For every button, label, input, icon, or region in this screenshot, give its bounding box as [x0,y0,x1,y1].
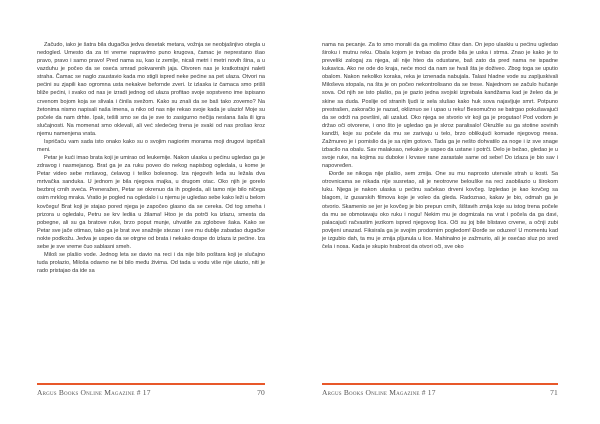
right-page-number: 71 [550,388,558,397]
right-footer-magazine: Argus Books Online Magazine # 17 [322,388,436,397]
left-page-number: 70 [257,388,265,397]
left-paragraph-2: Ispričaću vam sada isto onako kako su o svojim nagiorim morama moji drugovi ispričali meni. [37,138,265,154]
left-footer-magazine: Argus Books Online Magazine # 17 [37,388,151,397]
left-paragraph-4: Miloš se plašio vode. Jednog leta se davio na reci i da nije bilo poštara koji je slučajno tuda prolazio, Miloša odavno ne bi bilo među živima. Od tada u vodu više nije ulazio, niti je rado pristajao da ide sa [37,252,265,275]
left-footer [37,388,265,398]
right-page [300,0,600,424]
left-paragraph-3: Petar je kući imao brata koji je umirao od leukemije. Nakon ulaska u pećinu ugledao ga je zdravog i nasmejanog. Brat ga je za ruku poveo do nekog napisbog ogledala, u kome je Petar video sebe mršavog, ćelavog i teško bolesnog. Iza njegovih leđa su ležala dva mrtvačka sanduka. U jednom je bila njegova majka, u drugom otac. Oko njih je gorelo bezbroj crnih sveća. Preneražen, Petar se okrenuo da ih pogleda, ali tamo nije bilo ničega osim mrklog mraka. Vratio je pogled na ogledalo i u njemu je ugledao sebe kako leži u belom kovčegu! Brat koji je stajao pored njega je započeo glasno da se cereka. Od tog smeha i prizora u ogledalu, Petru se krv lediia u žilama! Htoo je da potrči ka izlazu, smesta da pobegne, ali su ga bratove ruke, brzo poput munje, uhvatile za zglobove šaka. Kako se Petar sve jače otimao, tako ga je brat sve snažnije stezao i sve mu dublje zabadao dugačke nokte podkožu. Jedva je uspeo da se otrgne od brata i nekako dospe do izlaza iz pećine. Iza sebe je sve vreme čuo sablasni smeh. [37,155,265,250]
right-paragraph-2: Đorđe se nikoga nije plašio, sem zmija. One su mu naprosto utervale strah u kosti. Sa otrovnicama se nikada nije susretao, ali je neotrovne belouške na reci zaobilazio u širokom luku. Njega je nakon ulaska u pećinu sačekao drveni kovčeg. Izgledao je kao kovčeg sa blagom, iz gusarskih filmova koje je voleo da gleda. Radoznao, kakav je bio, odmah ga je otvorio. Skamenio se jer je kovčeg je bio prepun crnih, šištavih zmija koje su istog trena počele da mu se obmotavaju oko ruku i nogu! Nekim mu je dogmizala na vrat i počela da ga davi, palacajući račvastim jezikom ispred njegovog lica. Oči su joj bile blistavo crvene, a očnji zubi povijeni unazad. Fiksirala ga je svojim prodornim pogledom! Đorđe se oduzeo! U momentu kad je izgubio dah, ta mu je zmija pljunula u lice. Mahinalno je zažmurio, ali je osećao sluz po sred čela i nosa. Kada je skupio hrabrost da otvori oči, sve oko [322,171,558,250]
right-footer [322,388,558,398]
left-page-body [37,41,265,275]
right-paragraph-1: nama na pecanje. Za to smo moralii da ga molimo čitav dan. On jepo ulaskiu u pećinu ugledao široku i mutnu reku. Obala kojom je trebao da prođe bila je uska i strma. Znao je kako je to preveliki zalogaj za njega, ali nije hteo da odustane, baš zato da pred nama ne ispadne kukavica. Ako ne ode do kraja, neće moci da nam se hvali šta je doživeo. Zbog toga se uputio obalom. Nakon nekoliko koraka, reka je iznenada nabujala. Talasi hladne vode su zapljuskivali Miloševa stopala, na šta je on počeo nekontrolisano da se trese. Najednom se začulo hučanje sova. Od njih se isto plašio, pa je gazio jedna svojski izgrebala kandžama kad je želeo da je skine sa duda. Poslije od stranih ljudi iz sela slušao kako huk sova najavljuje smrt. Potpuno prestrašen, zakoračio je nazad, okliznuo se i upao u reku! Besomučno se batrgao pokušavajući da se održi na površini, ali uzalud. Oko njega se stvorio vir koji ga je progutao! Pod vodom je držao oči otvorene, i ono što je ugledao ga je skroz paralisalo! Okružile su ga stotine sovinih kandži, koje su počele da mu se zarivaju u telo, brzo oblikujući komade njegovog mesa. Zažmureo je i pomislio da je sa njim gotovo. Tada ga je nešto dohvatilo za noge i iz sve snage izbacilo na obalu. Sav malaksao, nekako je uspeo da ustane i potrči. Delo je bežao, gledao je u svoje ruke, na kojima su duboke i krvave rane zarastale same od sebe! Do izlaza je bio sav i napovređen. [322,42,558,170]
right-page-body [322,41,558,251]
right-footer-rule [322,383,558,385]
left-paragraph-1: Začudo, iako je šatra bila dugačka jedva desetak metara, vožnja se neobjašnjivo otegla u nedogled. Umesto da za tri vreme napravimo puno krugova, čamac je neprestano išao pravo, pravo i samo pravo! Pred nama su, kao iz zemlje, nicali metri i metri novih šina, a u vazduhu je počeo da se oseća smrad pokvarenih jaja. Otvoren nas je kratkotrajni naleti straha. Čamac se naglo zaustavio kada mo stigli ispred neke pećine sa pet ulaza. Otvori na pećini su zjapili kao ogromna usta nekakve befornde zveri. Iz izlaska iz čamaca smo prišli bliže pećini, i svako od nas je izradi jednog od ulaza profitao svoje sopstveno ime ispisano crvenom bojom koja se slivala i činila svežom. Kako su znali da se baš tako zovemo? Na žetonima nismo napisali naša imena, a niko od nas nije rekao svoje kada je ulazio! Moje su počele da nam drhte. Ipak, tešili smo se da je sve to zasigurno nečija neslana šala ili igra slučajnosti. Na momenat smo oklevali, ali već sledećeg trena je svaki od nas prošao kroz njemu namenjena vrata. [37,42,265,137]
left-footer-rule [37,383,265,385]
